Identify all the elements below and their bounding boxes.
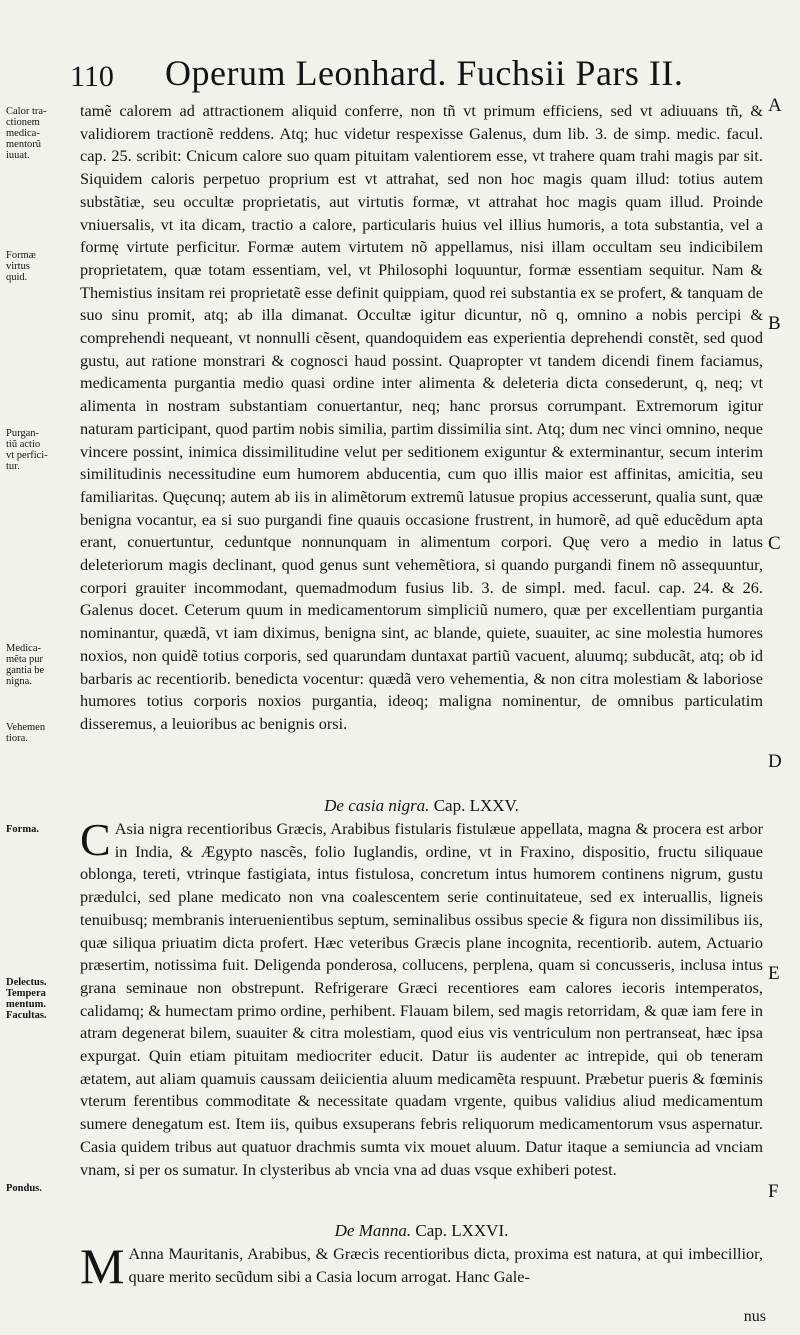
chapter-text: Anna Mauritanis, Arabibus, & Græcis recentioribus dicta, proxima est natura, at qui imbecillior, quare merito secũdum sibi a Casia locum arrogat. Hanc Gale- bbox=[128, 1244, 763, 1286]
margin-note-vehementiora: Vehemen tiora. bbox=[6, 722, 46, 744]
paragraph-purgantia: tamẽ calorem ad attractionem aliquid conferre, non tñ vt primum efficiens, sed vt adiuuans tñ, & validiorem tractionẽ reddens. Atq; huc videtur respexisse Galenus, dum lib. 3. de simp. medic. facul. cap. 25. scribit: Cnicum calore suo quam pituitam valentiorem esse, vt trahere quam trahi magis par sit. Siquidem caloris perpetuo proprium est vt attrahat, sed non hoc magis quam illud: totius autem substãtiæ, seu occultæ proprietatis, aut virtutis formæ, vt attrahat hoc magis quam illud. Proinde vniuersalis, vt ita dicam, tractio a calore, particularis huius vel illius humoris, a tota substantia, vel a formę virtute perficitur. Formæ autem virtutem nõ appellamus, nisi illam occultam seu indicibilem proprietatem, quæ totam essentiam, vel, vt Philosophi loquuntur, formæ essentiam sequitur. Nam & Themistius insitam rei proprietatẽ esse definit quippiam, quod rei substantia ex se profert, & tanquam de suo sinu promit, atq; ab illa dimanat. Occultæ igitur dicuntur, nõ q, omnino a nobis percipi & comprehendi nequeant, vt nonnulli cẽsent, quandoquidem eas experientia deprehendi constẽt, sed quod gustu, aut ratione monstrari & cognosci haud possint. Quapropter vt tandem dicendi finem faciamus, medicamenta purgantia medio quasi ordine inter alimenta & deleteria dicta consederunt, q, neq; vt alimenta in nostram substantiam conuertantur, neq; hanc prorsus corrumpant. Extremorum igitur naturam participant, quod partim nobis similia, partim dissimilia sint. Atq; dum nec vinci omnino, neque vincere possint, inimica dissimilitudine velut per seditionem exiguntur & exterminantur, secum interim similitudinis necessitudine eum humorem abducentia, cum quo illis maior est affinitas, amicitia, seu familiaritas. Quęcunq; autem ab iis in alimẽtorum extremũ latusue propius accesserunt, qualia sunt, quæ benigna vocantur, ea si suo purgandi fine quauis occasione frustrent, in humorẽ, ad quẽ educẽdum apta erant, conuertuntur, ceduntque nonnunquam in alimentum corpori. Quę vero a medio in latus deleteriorum magis declinant, quod genus sunt vehemẽtiora, si quando purgandi finem nõ assequuntur, corpori grauiter incommodant, quemadmodum fusius lib. 3. de simpl. med. facul. cap. 24. & 26. Galenus docet. Ceterum quum in medicamentorum simpliciũ numero, quæ per excellentiam purgantia nominantur, quædã, vt iam diximus, benigna sint, ac blande, quiete, suauiter, ac sine molestia humores noxios, non quidẽ totius corporis, sed quarundam duntaxat partiũ vacuent, aluumq; subducãt, atq; ob id barbaris ac recentiorib. benedicta vocentur: quædã vero vehementia, & non citra molestiam & laboriose humores totius corporis noxios purgantia, ideoq; maligna nominentur, de omnibus particulatim disseremus, a leuioribus ac benignis orsi. bbox=[80, 101, 763, 733]
running-title: Operum Leonhard. Fuchsii Pars II. bbox=[165, 53, 684, 93]
page-number: 110 bbox=[70, 60, 114, 93]
page-header bbox=[70, 52, 730, 96]
chapter-heading-manna bbox=[80, 1220, 763, 1242]
section-letter-b: B bbox=[768, 313, 781, 334]
section-letter-d: D bbox=[768, 751, 782, 772]
section-letter-e: E bbox=[768, 963, 780, 984]
section-letter-a: A bbox=[768, 95, 782, 116]
margin-note-calor: Calor tra- ctionem medica- mentorũ iuuat. bbox=[6, 106, 47, 161]
margin-note-forma: Forma. bbox=[6, 824, 39, 835]
chapter-title: De Manna. bbox=[334, 1221, 412, 1240]
chapter-body-casia bbox=[80, 814, 763, 1181]
margin-note-medicamenta: Medica- mẽta pur gantia be nigna. bbox=[6, 643, 45, 687]
section-letter-f: F bbox=[768, 1181, 779, 1202]
margin-note-formae: Formæ virtus quid. bbox=[6, 250, 36, 283]
chapter-text: Asia nigra recentioribus Græcis, Arabibus fistularis fistulæue appellata, magna & procera est arbor in India, & Ægypto nascẽs, folio Iuglandis, ordine, vt in Fraxino, dispositio, fructu siliquaue oblonga, tereti, vtrinque fastigiata, intus fistulosa, concretum intus humorem continens nigrum, gustu prædulci, sed plane medicato non vna coalescentem serie continuitateue, sed ex interuallis, ligneis tenuibusq; membranis interuenientibus septum, seminalibus ossibus specie & figura non dissimilibus iis, quæ siliqua priuatim dicta profert. Hæc veteribus Græcis plane incognita, recentiorib. autem, Actuario præsertim, notissima fuit. Deligenda ponderosa, collucens, perplena, quam si concusseris, inclusa intus grana seminaue non obstrepunt. Refrigerare Græci recentiores eam calores iecoris intemperatos, calidamq; & humectam primo ordine, perhibent. Flauam bilem, sed magis retorridam, & quæ iam fere in atram degenerat bilem, suauiter & citra molestiam, quod eius vis ventriculum non pertranseat, hæc ipsa expurgat. Quin etiam pituitam mediocriter educit. Datur iis audenter ac intrepide, qui ob teneram ætatem, aut aliam quamuis caussam deiicientia aluum medicamẽta respuunt. Præbetur pueris & fœminis vterum ferentibus commoditate & necessitate quadam vrgente, quibus validius aliud medicamentum sumere denegatum est. Item iis, quibus exsuperans febris reliquorum medicamentorum vsus aspernatur. Casia quidem tribus aut quatuor drachmis sumta vix mouet aluum. Datur itaque a semiuncia ad vnciam vnam, si per os sumatur. In clysteribus ab vncia vna ad duas vsque exhiberi potest. bbox=[80, 819, 763, 1179]
chapter-number: Cap. LXXV. bbox=[433, 796, 519, 815]
chapter-heading-casia bbox=[80, 795, 763, 817]
drop-cap: M bbox=[80, 1238, 125, 1294]
catchword: nus bbox=[743, 1308, 766, 1325]
drop-cap: C bbox=[80, 814, 111, 865]
margin-note-delectus: Delectus. Tempera mentum. Facultas. bbox=[6, 977, 47, 1021]
chapter-body-manna bbox=[80, 1238, 763, 1294]
margin-note-pondus: Pondus. bbox=[6, 1183, 42, 1194]
chapter-number: Cap. LXXVI. bbox=[415, 1221, 509, 1240]
chapter-title: De casia nigra. bbox=[324, 796, 430, 815]
margin-note-purgantium: Purgan- tiũ actio vt perfici- tur. bbox=[6, 428, 48, 472]
main-text-block bbox=[80, 100, 763, 736]
section-letter-c: C bbox=[768, 533, 781, 554]
